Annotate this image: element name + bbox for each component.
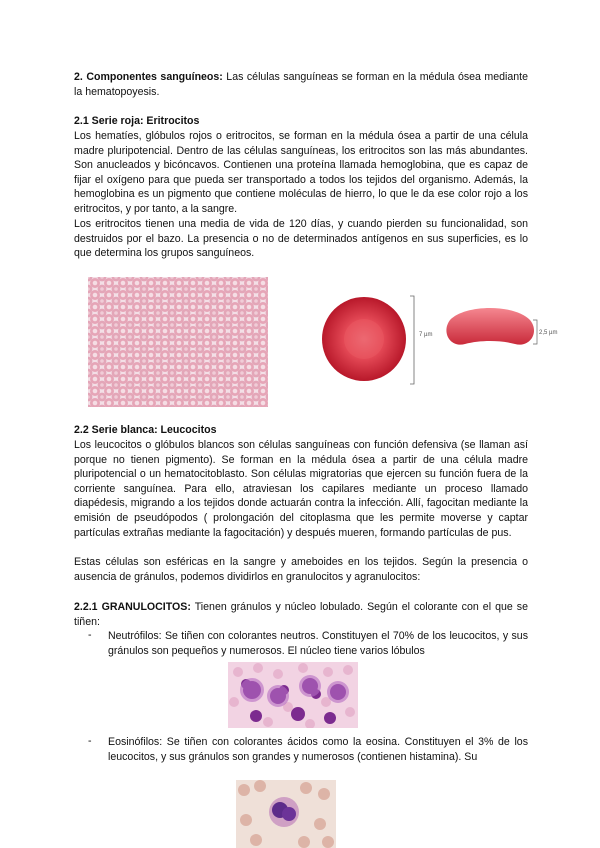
erythrocyte-diagram [315, 290, 560, 390]
section-2-2-1-paragraph [74, 600, 528, 629]
section-2-2-1-heading: 2.2.1 GRANULOCITOS: [74, 601, 191, 613]
thickness-label: 2,5 µm [539, 330, 558, 336]
neutrophil-graphic [228, 662, 358, 728]
blood-smear-graphic [88, 277, 268, 407]
erythrocyte-diagram-graphic [315, 290, 560, 390]
list-bullet: - [88, 735, 92, 747]
section-2-2-paragraph-1: Los leucocitos o glóbulos blancos son células sanguíneas con función defensiva (se llaman así porque no tienen pigmento). Se forman en la médula ósea a partir de una célula madre pluripotencial o un hematocitoblasto. Son células migratorias que ejercen su función fuera de la corriente sanguínea. Para ello, atraviesan los capilares mediante un proceso llamado diapédesis, migrando a los tejidos donde actuarán contra la infección. Allí, fagocitan mediante la emisión de pseudópodos ( prolongación del citoplasma que les permite moverse y captar partículas extrañas mediante la fagocitación) y después mueren, formando partículas de pus. [74, 439, 528, 539]
list-item-eosinophils: Eosinófilos: Se tiñen con colorantes ácidos como la eosina. Constituyen el 3% de los leucocitos, y sus gránulos son grandes y numerosos (contienen histamina). Su [108, 736, 528, 763]
neutrophil-image [228, 662, 358, 728]
blood-smear-image [88, 277, 268, 407]
list-bullet: - [88, 629, 92, 641]
eosinophil-graphic [236, 780, 336, 848]
section-2-heading: 2. Componentes sanguíneos: [74, 71, 223, 83]
section-2-2-heading: 2.2 Serie blanca: Leucocitos [74, 424, 217, 436]
section-2-1-paragraph-2: Los eritrocitos tienen una media de vida de 120 días, y cuando pierden su funcionalidad, son destruidos por el bazo. La presencia o no de determinados antígenos en sus superficies, es lo que determina los grupos sanguíneos. [74, 218, 528, 260]
section-2-2-1-text: Tienen gránulos y núcleo lobulado. Según el colorante con el que se tiñen: [74, 601, 528, 628]
diameter-label: 7 µm [419, 332, 433, 338]
section-2-2-paragraph-2: Estas células son esféricas en la sangre y ameboides en los tejidos. Según la presencia o ausencia de gránulos, podemos dividirlos en granulocitos y agranulocitos: [74, 556, 528, 583]
section-2-1-heading: 2.1 Serie roja: Eritrocitos [74, 115, 200, 127]
section-2-1-paragraph-1: Los hematíes, glóbulos rojos o eritrocitos, se forman en la médula ósea a partir de una célula madre pluripotencial. Dentro de las células sanguíneas, los eritrocitos son las más abundantes. Son anucleados y bicóncavos. Contienen una proteína llamada hemoglobina, que es capaz de fijar el oxígeno para que pueda ser transportado a todos los tejidos del organismo. Además, la hemoglobina es un pigmento que contiene moléculas de hierro, lo que le da ese color rojo a los eritrocitos, y por tanto, a la sangre. [74, 130, 528, 215]
eosinophil-image [236, 780, 336, 848]
section-2-text: Las células sanguíneas se forman en la médula ósea mediante la hematopoyesis. [74, 71, 528, 98]
section-2-paragraph [74, 70, 528, 99]
list-item-neutrophils: Neutrófilos: Se tiñen con colorantes neutros. Constituyen el 70% de los leucocitos, y sus gránulos son pequeños y numerosos. El núcleo tiene varios lóbulos [108, 630, 528, 657]
